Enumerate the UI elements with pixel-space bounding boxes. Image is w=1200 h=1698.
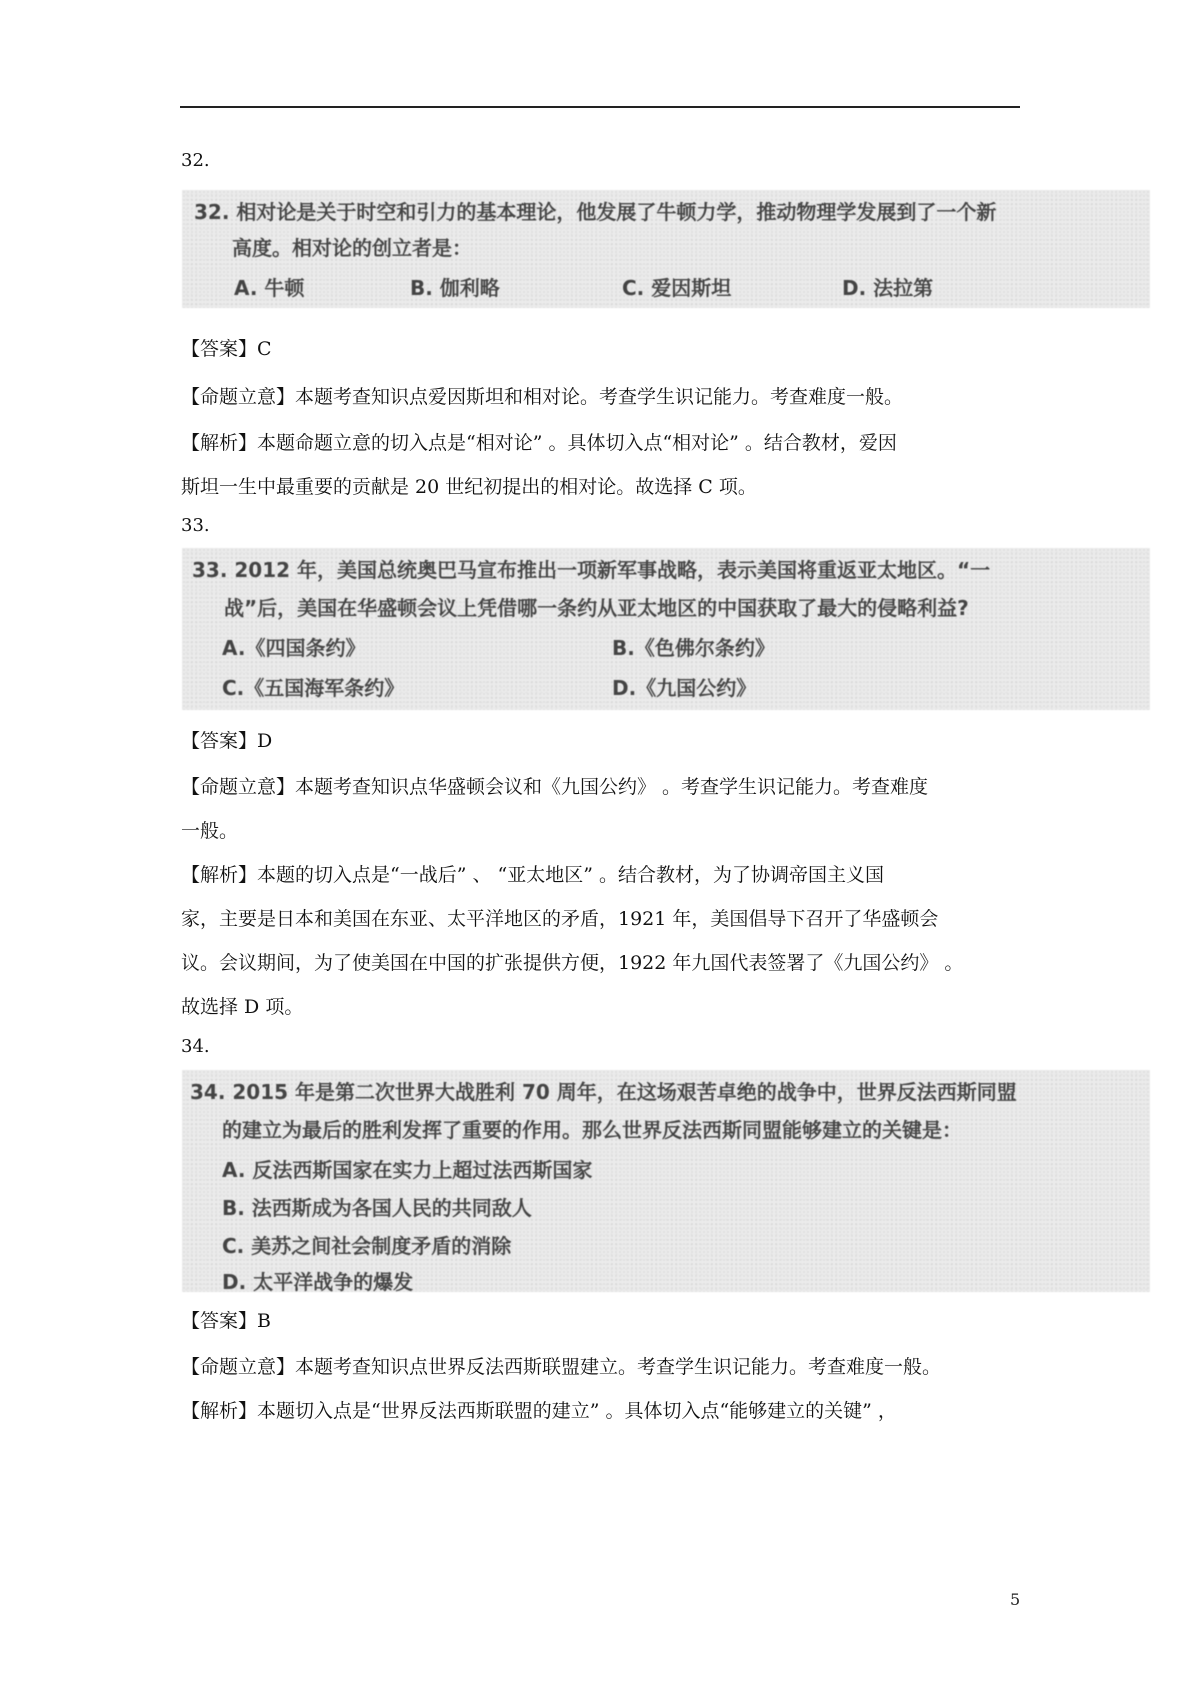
option-c: C. 爱因斯坦 — [622, 276, 732, 300]
option-d: D.《九国公约》 — [612, 676, 757, 700]
question-number-33: 33. — [181, 515, 210, 536]
question-stem-line2: 的建立为最后的胜利发挥了重要的作用。那么世界反法西斯同盟能够建立的关键是： — [222, 1118, 962, 1142]
question-stem-line2: 战”后，美国在华盛顿会议上凭借哪一条约从亚太地区的中国获取了最大的侵略利益? — [224, 596, 969, 620]
intent-32: 【命题立意】本题考查知识点爱因斯坦和相对论。考查学生识记能力。考查难度一般。 — [181, 386, 904, 408]
option-c: C. 美苏之间社会制度矛盾的消除 — [222, 1234, 512, 1258]
page-number: 5 — [1010, 1590, 1021, 1609]
question-image-32 — [182, 190, 1150, 308]
question-stem-line2: 高度。相对论的创立者是： — [232, 236, 472, 260]
analysis-34-line1: 【解析】本题切入点是“世界反法西斯联盟的建立” 。具体切入点“能够建立的关键” ， — [181, 1400, 897, 1422]
analysis-33-line1: 【解析】本题的切入点是“一战后” 、 “亚太地区” 。结合教材，为了协调帝国主义国 — [181, 864, 884, 886]
option-d: D. 太平洋战争的爆发 — [222, 1270, 414, 1294]
option-a: A.《四国条约》 — [222, 636, 366, 660]
option-b: B. 伽利略 — [410, 276, 500, 300]
question-image-34 — [182, 1070, 1150, 1292]
analysis-32-line2: 斯坦一生中最重要的贡献是 20 世纪初提出的相对论。故选择 C 项。 — [181, 476, 757, 498]
option-c: C.《五国海军条约》 — [222, 676, 405, 700]
question-stem-line1: 34. 2015 年是第二次世界大战胜利 70 周年，在这场艰苦卓绝的战争中，世界反法西斯同盟 — [190, 1080, 1017, 1104]
analysis-32-line1: 【解析】本题命题立意的切入点是“相对论” 。具体切入点“相对论” 。结合教材，爱因 — [181, 432, 897, 454]
answer-32: 【答案】C — [181, 338, 272, 360]
option-d: D. 法拉第 — [842, 276, 934, 300]
intent-33-line2: 一般。 — [181, 820, 239, 842]
answer-34: 【答案】B — [181, 1310, 271, 1332]
answer-33: 【答案】D — [181, 730, 273, 752]
intent-33-line1: 【命题立意】本题考查知识点华盛顿会议和《九国公约》 。考查学生识记能力。考查难度 — [181, 776, 929, 798]
question-stem-line1: 33. 2012 年，美国总统奥巴马宣布推出一项新军事战略，表示美国将重返亚太地区。“一 — [192, 558, 991, 582]
question-number-32: 32. — [181, 150, 210, 171]
question-number-34: 34. — [181, 1036, 210, 1057]
option-a: A. 牛顿 — [234, 276, 305, 300]
question-image-33 — [182, 548, 1150, 710]
analysis-33-line3: 议。会议期间，为了使美国在中国的扩张提供方便，1922 年九国代表签署了《九国公约》 。 — [181, 952, 964, 974]
analysis-33-line2: 家，主要是日本和美国在东亚、太平洋地区的矛盾，1921 年，美国倡导下召开了华盛顿会 — [181, 908, 939, 930]
question-stem-line1: 32. 相对论是关于时空和引力的基本理论，他发展了牛顿力学，推动物理学发展到了一个新 — [194, 200, 997, 224]
option-b: B. 法西斯成为各国人民的共同敌人 — [222, 1196, 532, 1220]
analysis-33-line4: 故选择 D 项。 — [181, 996, 304, 1018]
option-a: A. 反法西斯国家在实力上超过法西斯国家 — [222, 1158, 593, 1182]
header-rule — [180, 106, 1020, 108]
intent-34: 【命题立意】本题考查知识点世界反法西斯联盟建立。考查学生识记能力。考查难度一般。 — [181, 1356, 942, 1378]
option-b: B.《色佛尔条约》 — [612, 636, 775, 660]
